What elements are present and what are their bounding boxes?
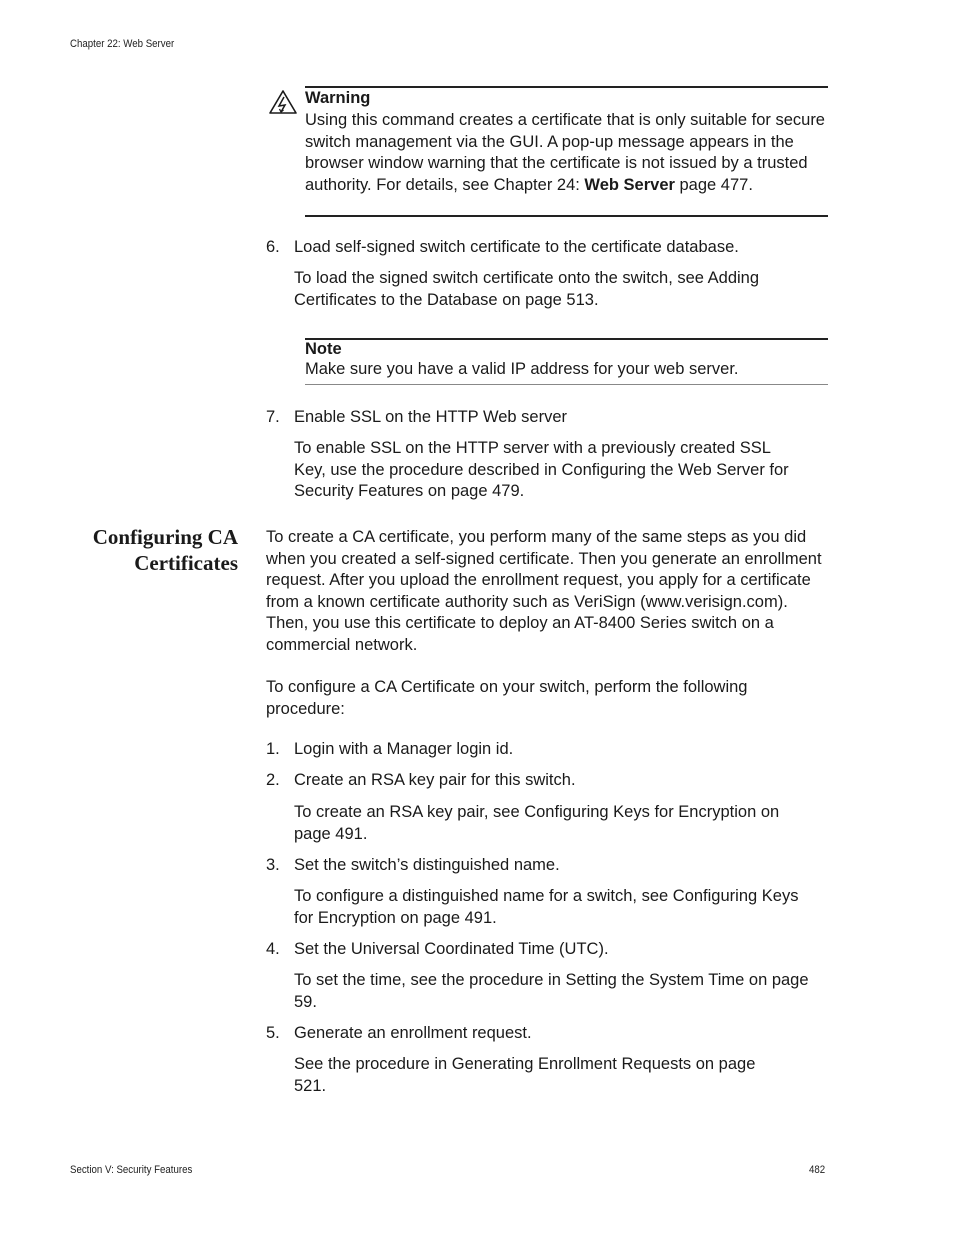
step-text: Generate an enrollment request. [294, 1024, 532, 1042]
step-detail: To set the time, see the procedure in Setting the System Time on page 59. [294, 971, 809, 1011]
step-text: Login with a Manager login id. [294, 740, 514, 758]
section-heading-line2: Certificates [134, 551, 238, 575]
warning-text-part: Using this command creates a certificate that is only suitable for secure switch management via the GUI. A pop-up message appears in the browser window warning that the certificate is not issued by a trusted authority. For details, see Chapter 24: [305, 111, 825, 194]
step-number: 3. [266, 856, 280, 874]
step-detail: To create an RSA key pair, see Configuring Keys for Encryption on page 491. [294, 803, 780, 843]
step-number: 1. [266, 740, 280, 758]
section-heading-line1: Configuring CA [92, 525, 238, 549]
note-top-rule [305, 338, 828, 340]
section-heading [18, 524, 238, 576]
section-intro: To create a CA certificate, you perform many of the same steps as you did when you created a self-signed certificate. Then you generate an enrollment request. After you upload the enrollment request, you apply for a certificate from a known certificate authority such as VeriSign (www.verisign.com). Then, you use this certificate to deploy an AT-8400 Series switch on a commercial network. [266, 528, 822, 654]
step-number: 7. [266, 408, 280, 426]
step-text: Set the switch’s distinguished name. [294, 856, 560, 874]
note-title: Note [305, 340, 342, 358]
step-number: 4. [266, 940, 280, 958]
step-detail: To enable SSL on the HTTP server with a previously created SSL Key, use the procedure described in Configuring the Web Server for Security Features on page 479. [294, 439, 789, 500]
warning-text-tail: page 477. [674, 175, 753, 194]
page-footer-section: Section V: Security Features [70, 1164, 193, 1176]
step-text: Create an RSA key pair for this switch. [294, 771, 576, 789]
step-detail: To configure a distinguished name for a switch, see Configuring Keys for Encryption on page 491. [294, 887, 799, 927]
note-text: Make sure you have a valid IP address for your web server. [305, 360, 739, 378]
page-header-chapter: Chapter 22: Web Server [70, 38, 175, 50]
step-text: Enable SSL on the HTTP Web server [294, 408, 567, 426]
step-detail: To load the signed switch certificate onto the switch, see Adding Certificates to the Database on page 513. [294, 269, 760, 309]
warning-title: Warning [305, 89, 371, 107]
note-bottom-rule [305, 384, 828, 385]
step-number: 6. [266, 238, 280, 256]
step-text: Set the Universal Coordinated Time (UTC). [294, 940, 609, 958]
warning-bottom-rule [305, 215, 828, 217]
procedure-intro: To configure a CA Certificate on your switch, perform the following procedure: [266, 678, 748, 718]
step-number: 5. [266, 1024, 280, 1042]
step-detail: See the procedure in Generating Enrollment Requests on page 521. [294, 1055, 756, 1095]
step-text: Load self-signed switch certificate to the certificate database. [294, 238, 739, 256]
warning-top-rule [305, 86, 828, 88]
warning-triangle-icon [268, 89, 298, 115]
page-number: 482 [809, 1164, 826, 1176]
warning-text [305, 110, 830, 196]
warning-text-bold: Web Server [584, 175, 675, 194]
step-number: 2. [266, 771, 280, 789]
